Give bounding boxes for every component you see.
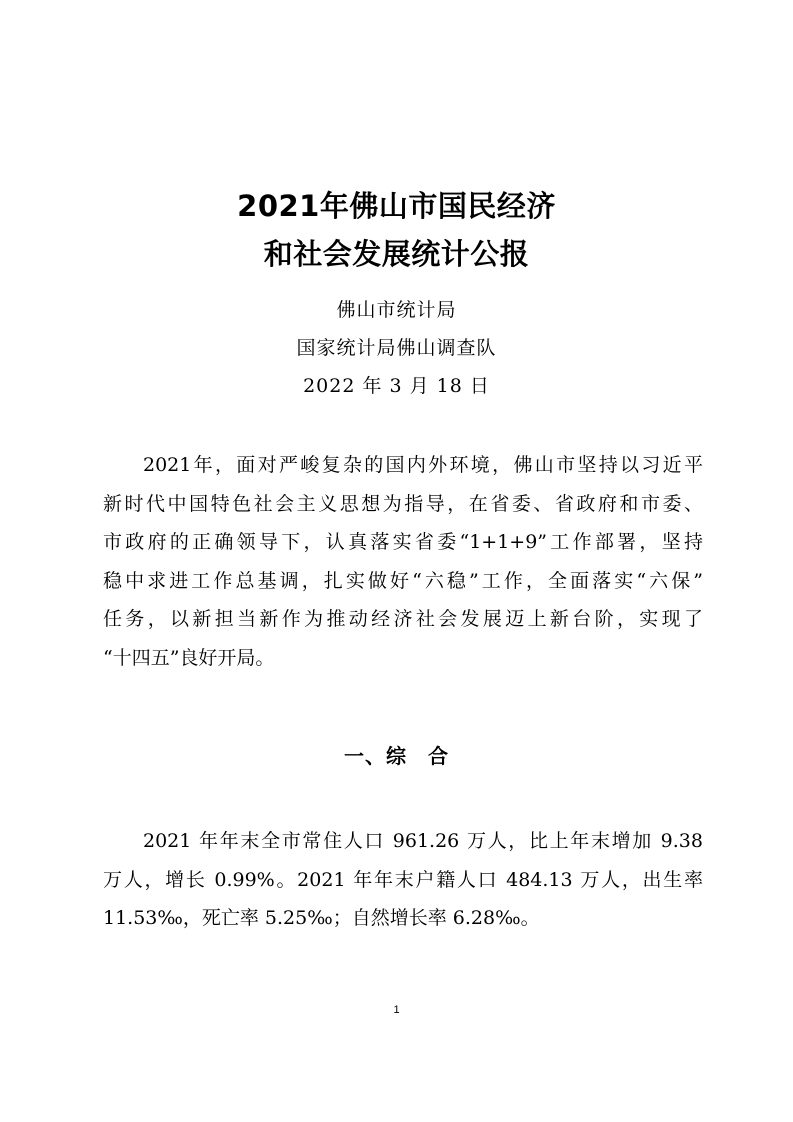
population-paragraph	[103, 822, 703, 938]
issuer-statistics-bureau: 佛山市统计局	[336, 299, 457, 321]
paragraph-line: 2021 年年末全市常住人口 961.26 万人，比上年末增加 9.38	[143, 830, 703, 852]
page-number: 1	[393, 1004, 400, 1016]
publication-date: 2022 年 3 月 18 日	[303, 375, 490, 397]
intro-paragraph	[103, 446, 703, 677]
report-title-line-2: 和社会发展统计公报	[263, 237, 530, 271]
paragraph-line: 11.53‰，死亡率 5.25‰；自然增长率 6.28‰。	[103, 907, 540, 929]
paragraph-line: “十四五”良好开局。	[103, 646, 275, 669]
paragraph-line: 2021年，面对严峻复杂的国内外环境，佛山市坚持以习近平	[143, 454, 703, 476]
issuer-survey-team: 国家统计局佛山调查队	[296, 337, 497, 359]
section-heading-general: 一、综 合	[344, 744, 449, 768]
paragraph-line: 任务，以新担当新作为推动经济社会发展迈上新台阶，实现了	[103, 608, 703, 630]
report-title-line-1: 2021年佛山市国民经济	[237, 189, 556, 223]
paragraph-line: 市政府的正确领导下，认真落实省委“1+1+9”工作部署，坚持	[103, 531, 703, 553]
paragraph-line: 稳中求进工作总基调，扎实做好“六稳”工作，全面落实“六保”	[103, 569, 703, 592]
paragraph-line: 万人，增长 0.99%。2021 年年末户籍人口 484.13 万人，出生率	[103, 868, 703, 891]
paragraph-line: 新时代中国特色社会主义思想为指导，在省委、省政府和市委、	[103, 492, 703, 515]
